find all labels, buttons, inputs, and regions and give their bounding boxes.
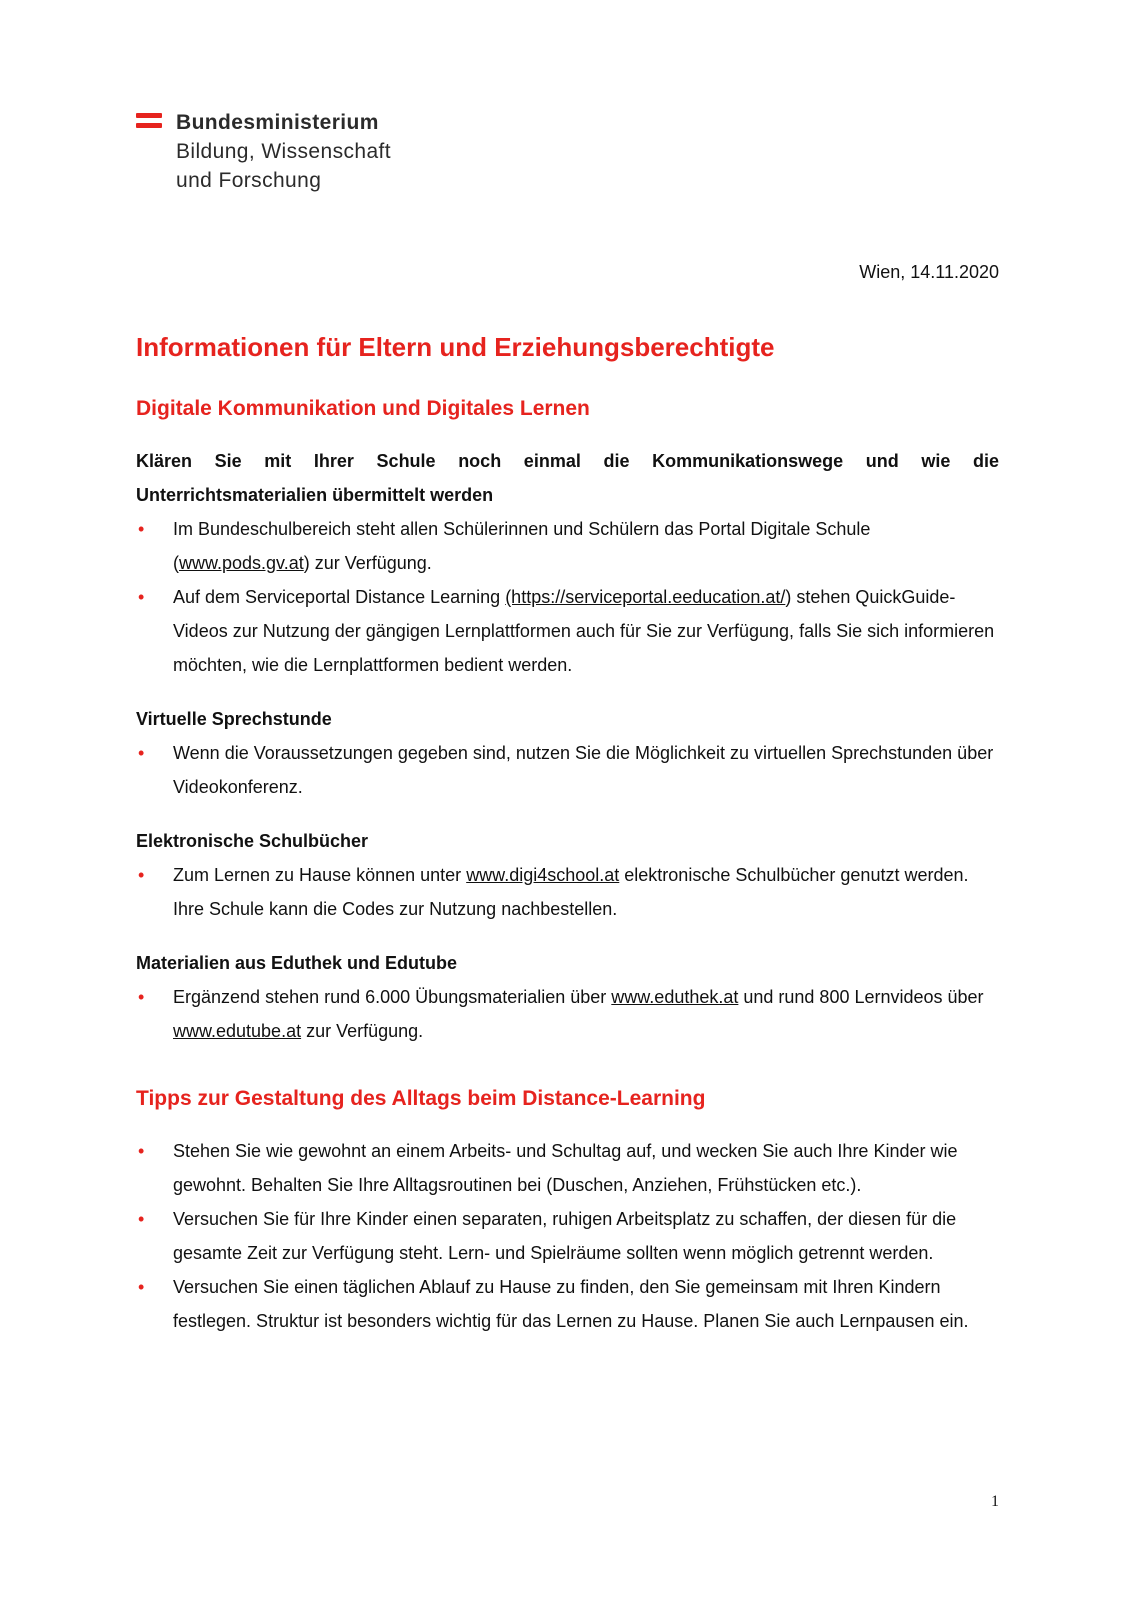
tips-bullet-list — [136, 1134, 999, 1338]
ministry-name-line3: und Forschung — [176, 169, 322, 192]
bullet-icon: • — [138, 1141, 145, 1161]
ministry-name — [176, 108, 496, 195]
bullet-icon: • — [138, 743, 145, 763]
eduthek-link[interactable]: www.eduthek.at — [611, 987, 739, 1007]
page-number: 1 — [991, 1493, 999, 1510]
bullet-icon: • — [138, 987, 145, 1007]
ministry-name-line1: Bundesministerium — [176, 111, 379, 134]
bullet-icon: • — [138, 865, 145, 885]
pods-link[interactable]: www.pods.gv.at — [179, 553, 304, 573]
edutube-link[interactable]: www.edutube.at — [173, 1021, 302, 1041]
schoolbooks-list — [136, 858, 999, 926]
bullet-icon: • — [138, 587, 145, 607]
ministry-name-line2: Bildung, Wissenschaft — [176, 140, 391, 163]
list-item: • Auf dem Serviceportal Distance Learning (https://serviceportal.eeducation.at/) stehen QuickGuide-Videos zur Nutzung der gängigen Lernplattformen auch für Sie zur Verfügung, falls Sie sich informieren möchten, wie die Lernplattformen bedient werden. — [136, 580, 999, 682]
subheading-eduthek-edutube: Materialien aus Eduthek und Edutube — [136, 953, 458, 973]
subheading-electronic-schoolbooks: Elektronische Schulbücher — [136, 831, 369, 851]
section-lead: Klären Sie mit Ihrer Schule noch einmal die Kommunikationswege und wie die Unterrichtsmaterialien übermittelt werden — [136, 451, 999, 505]
list-item: • Wenn die Voraussetzungen gegeben sind, nutzen Sie die Möglichkeit zu virtuellen Sprechstunden über Videokonferenz. — [136, 736, 999, 804]
list-item: • Versuchen Sie einen täglichen Ablauf zu Hause zu finden, den Sie gemeinsam mit Ihren Kindern festlegen. Struktur ist besonders wichtig für das Lernen zu Hause. Planen Sie auch Lernpausen ein. — [136, 1270, 999, 1338]
bullet-icon: • — [138, 1209, 145, 1229]
list-item: • Im Bundeschulbereich steht allen Schülerinnen und Schülern das Portal Digitale Schule (www.pods.gv.at) zur Verfügung. — [136, 512, 999, 580]
digital-bullet-list — [136, 512, 999, 682]
section-heading-tips: Tipps zur Gestaltung des Alltags beim Distance-Learning — [136, 1087, 706, 1110]
digi4school-link[interactable]: www.digi4school.at — [466, 865, 620, 885]
bullet-icon: • — [138, 1277, 145, 1297]
list-item: • Versuchen Sie für Ihre Kinder einen separaten, ruhigen Arbeitsplatz zu schaffen, der diesen für die gesamte Zeit zur Verfügung steht. Lern- und Spielräume sollten wenn möglich getrennt werden. — [136, 1202, 999, 1270]
subheading-virtual-office-hours: Virtuelle Sprechstunde — [136, 709, 332, 729]
bullet-icon: • — [138, 519, 145, 539]
document-body — [136, 330, 999, 1338]
list-item: • Stehen Sie wie gewohnt an einem Arbeits- und Schultag auf, und wecken Sie auch Ihre Kinder wie gewohnt. Behalten Sie Ihre Alltagsroutinen bei (Duschen, Anziehen, Frühstücken etc.). — [136, 1134, 999, 1202]
virtual-office-list — [136, 736, 999, 804]
materials-list — [136, 980, 999, 1048]
page-title: Informationen für Eltern und Erziehungsberechtigte — [136, 332, 775, 362]
document-date: Wien, 14.11.2020 — [859, 262, 999, 282]
austria-flag-mark-icon — [136, 113, 162, 129]
list-item: • Zum Lernen zu Hause können unter www.digi4school.at elektronische Schulbücher genutzt werden. Ihre Schule kann die Codes zur Nutzung nachbestellen. — [136, 858, 999, 926]
section-heading-digital: Digitale Kommunikation und Digitales Lernen — [136, 397, 590, 420]
list-item: • Ergänzend stehen rund 6.000 Übungsmaterialien über www.eduthek.at und rund 800 Lernvideos über www.edutube.at zur Verfügung. — [136, 980, 999, 1048]
serviceportal-link[interactable]: (https://serviceportal.eeducation.at/ — [505, 587, 786, 607]
